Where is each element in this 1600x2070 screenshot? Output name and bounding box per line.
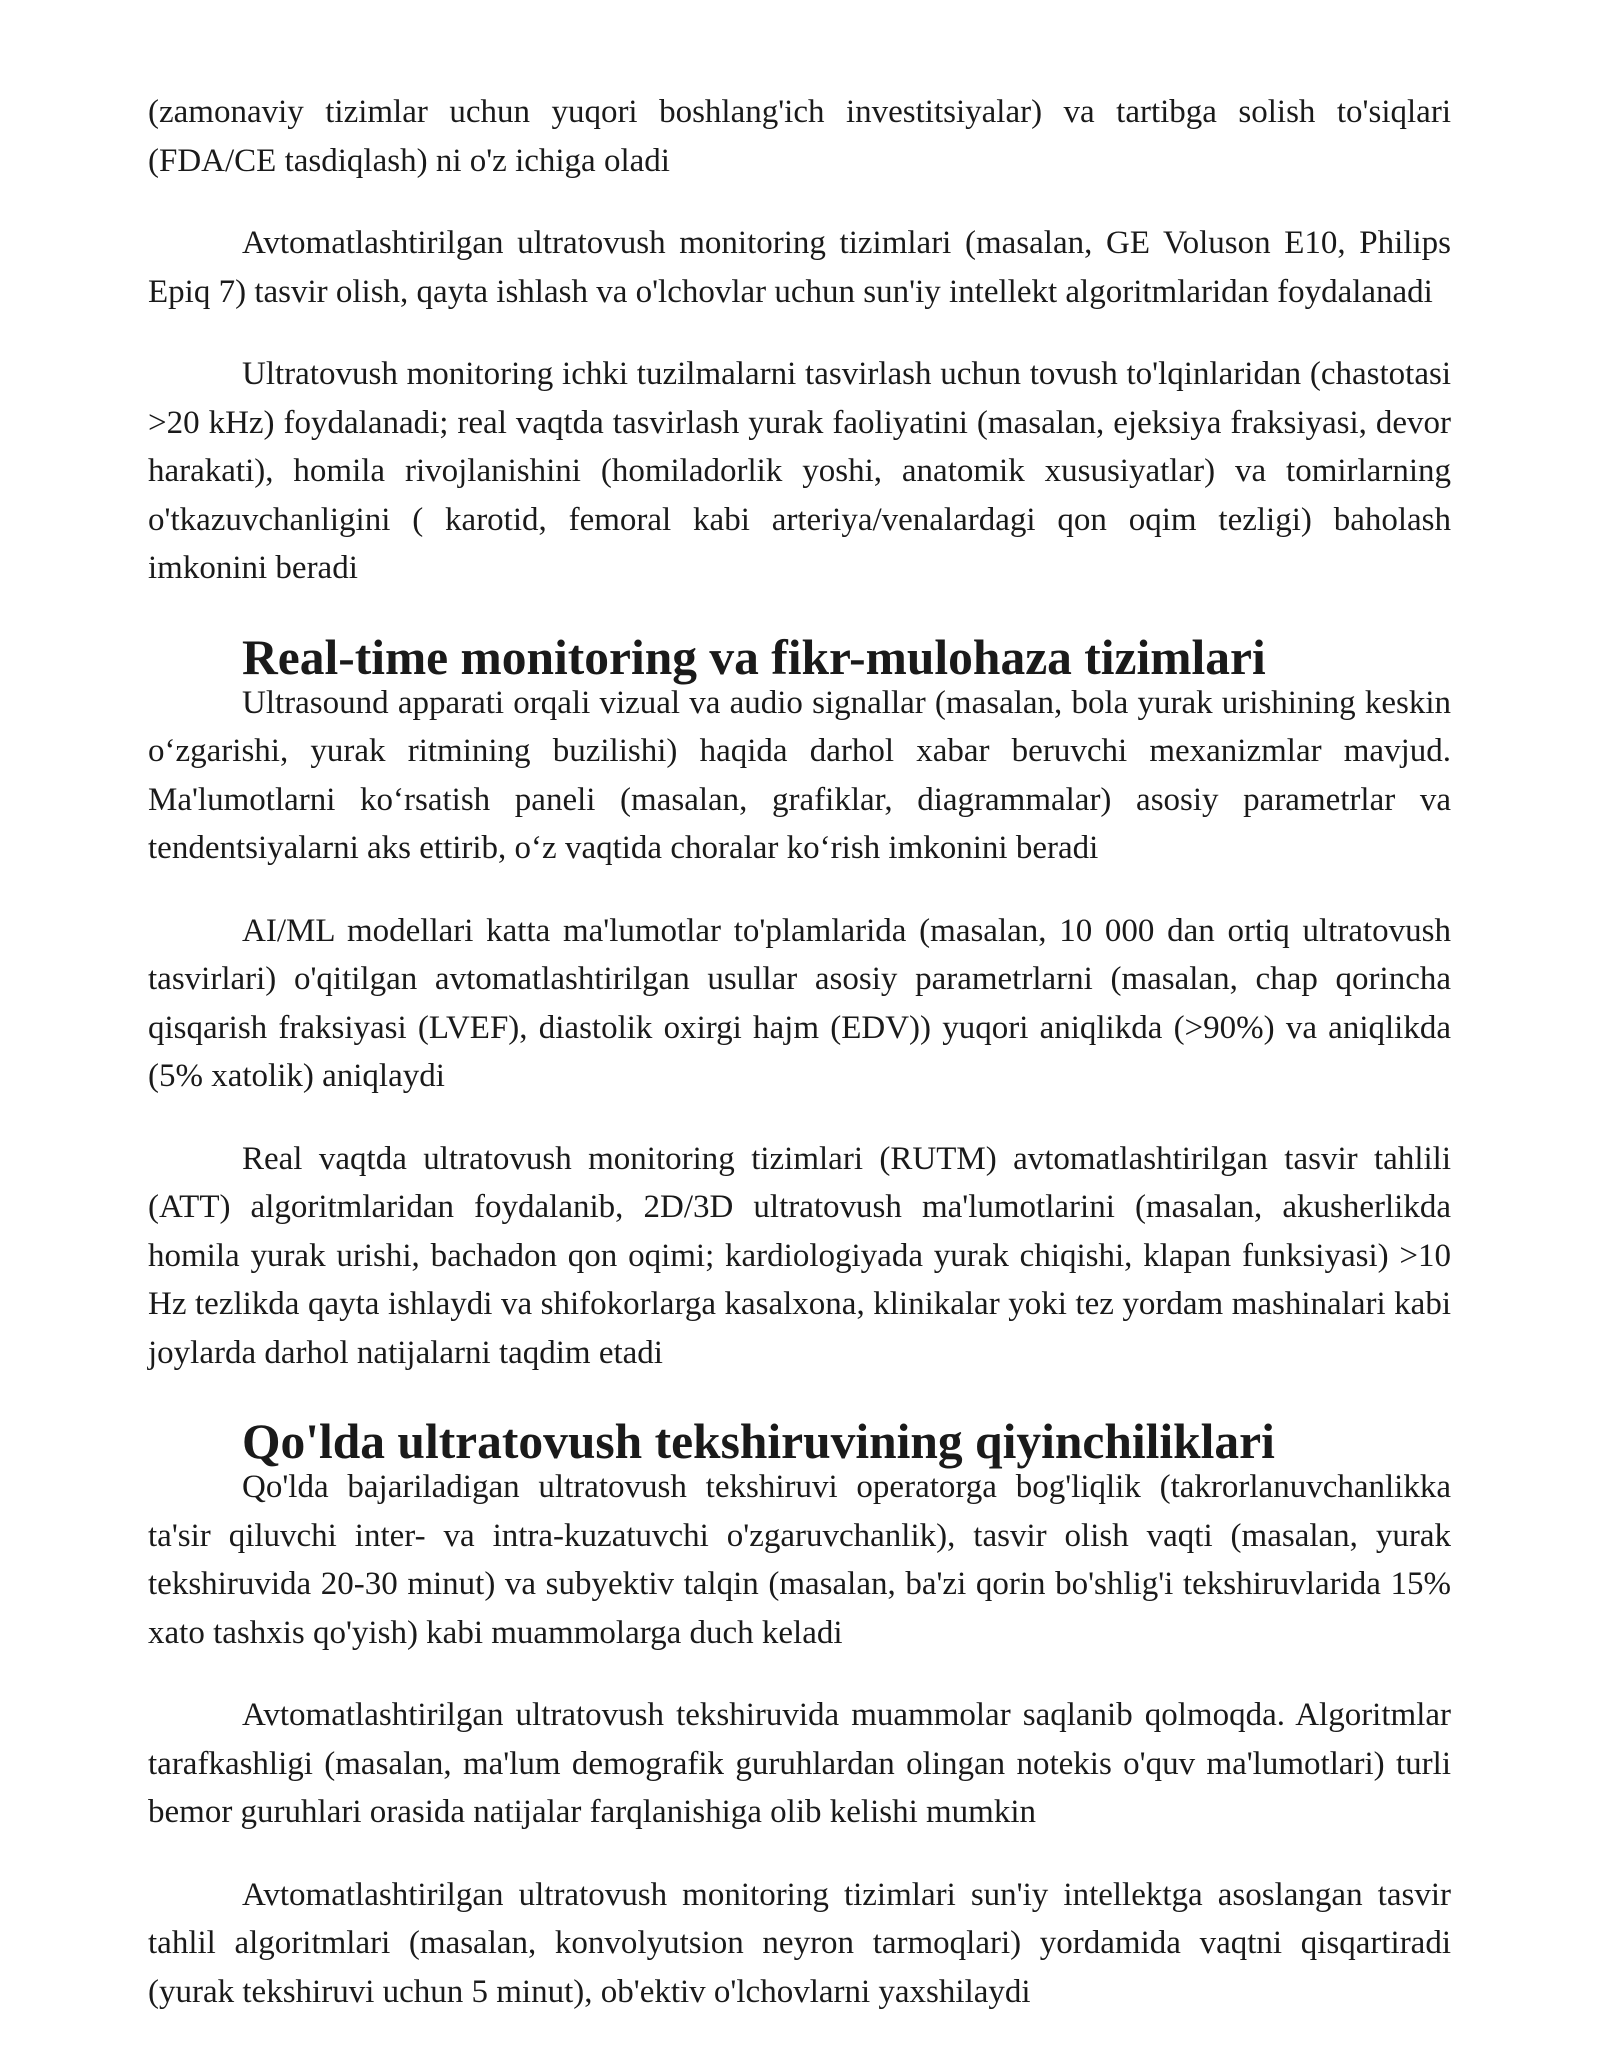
document-page [148,88,1451,2050]
paragraph-algorithm-bias: Avtomatlashtirilgan ultratovush tekshiruvida muammolar saqlanib qolmoqda. Algoritmlar tarafkashligi (masalan, ma'lum demografik guruhlardan olingan notekis o'quv ma'lumotlari) turli bemor guruhlari orasida natijalar farqlanishiga olib kelishi mumkin [148,1697,1451,1830]
paragraph-ultrasound-principles: Ultratovush monitoring ichki tuzilmalarni tasvirlash uchun tovush to'lqinlaridan (chastotasi >20 kHz) foydalanadi; real vaqtda tasvirlash yurak faoliyatini (masalan, ejeksiya fraksiyasi, devor harakati), homila rivojlanishini (homiladorlik yoshi, anatomik xususiyatlar) va tomirlarning o'tkazuvchanligini ( karotid, femoral kabi arteriya/venalardagi qon oqim tezligi) baholash imkonini beradi [148,356,1451,586]
paragraph-automated-systems: Avtomatlashtirilgan ultratovush monitoring tizimlari (masalan, GE Voluson E10, Philips Epiq 7) tasvir olish, qayta ishlash va o'lchovlar uchun sun'iy intellekt algoritmlaridan foydalanadi [148,225,1451,310]
paragraph-continuation: (zamonaviy tizimlar uchun yuqori boshlang'ich investitsiyalar) va tartibga solish to'siqlari (FDA/CE tasdiqlash) ni o'z ichiga oladi [148,94,1451,179]
paragraph-rutm: Real vaqtda ultratovush monitoring tizimlari (RUTM) avtomatlashtirilgan tasvir tahlili (ATT) algoritmlaridan foydalanib, 2D/3D ultratovush ma'lumotlarini (masalan, akusherlikda homila yurak urishi, bachadon qon oqimi; kardiologiyada yurak chiqishi, klapan funksiyasi) >10 Hz tezlikda qayta ishlaydi va shifokorlarga kasalxona, klinikalar yoki tez yordam mashinalari kabi joylarda darhol natijalarni taqdim etadi [148,1140,1451,1371]
paragraph-manual-issues: Qo'lda bajariladigan ultratovush tekshiruvi operatorga bog'liqlik (takrorlanuvchanlikka ta'sir qiluvchi inter- va intra-kuzatuvchi o'zgaruvchanlik), tasvir olish vaqti (masalan, yurak tekshiruvida 20-30 minut) va subyektiv talqin (masalan, ba'zi qorin bo'shlig'i tekshiruvlarida 15% xato tashxis qo'yish) kabi muammolarga duch keladi [148,1469,1451,1651]
paragraph-ai-ml: AI/ML modellari katta ma'lumotlar to'plamlarida (masalan, 10 000 dan ortiq ultratovush tasvirlari) o'qitilgan avtomatlashtirilgan usullar asosiy parametrlarni (masalan, chap qorincha qisqarish fraksiyasi (LVEF), diastolik oxirgi hajm (EDV)) yuqori aniqlikda (>90%) va aniqlikda (5% xatolik) aniqlaydi [148,912,1451,1094]
section-heading-manual-challenges: Qo'lda ultratovush tekshiruvining qiyinchiliklari [242,1414,1275,1469]
paragraph-signals: Ultrasound apparati orqali vizual va audio signallar (masalan, bola yurak urishining keskin o‘zgarishi, yurak ritmining buzilishi) haqida darhol xabar beruvchi mexanizmlar mavjud. Ma'lumotlarni ko‘rsatish paneli (masalan, grafiklar, diagrammalar) asosiy parametrlar va tendentsiyalarni aks ettirib, o‘z vaqtida choralar ko‘rish imkonini beradi [148,684,1451,866]
paragraph-ai-benefits: Avtomatlashtirilgan ultratovush monitoring tizimlari sun'iy intellektga asoslangan tasvir tahlil algoritmlari (masalan, konvolyutsion neyron tarmoqlari) yordamida vaqtni qisqartiradi (yurak tekshiruvi uchun 5 minut), ob'ektiv o'lchovlarni yaxshilaydi [148,1876,1451,2010]
section-heading-realtime: Real-time monitoring va fikr-mulohaza tizimlari [242,629,1266,685]
